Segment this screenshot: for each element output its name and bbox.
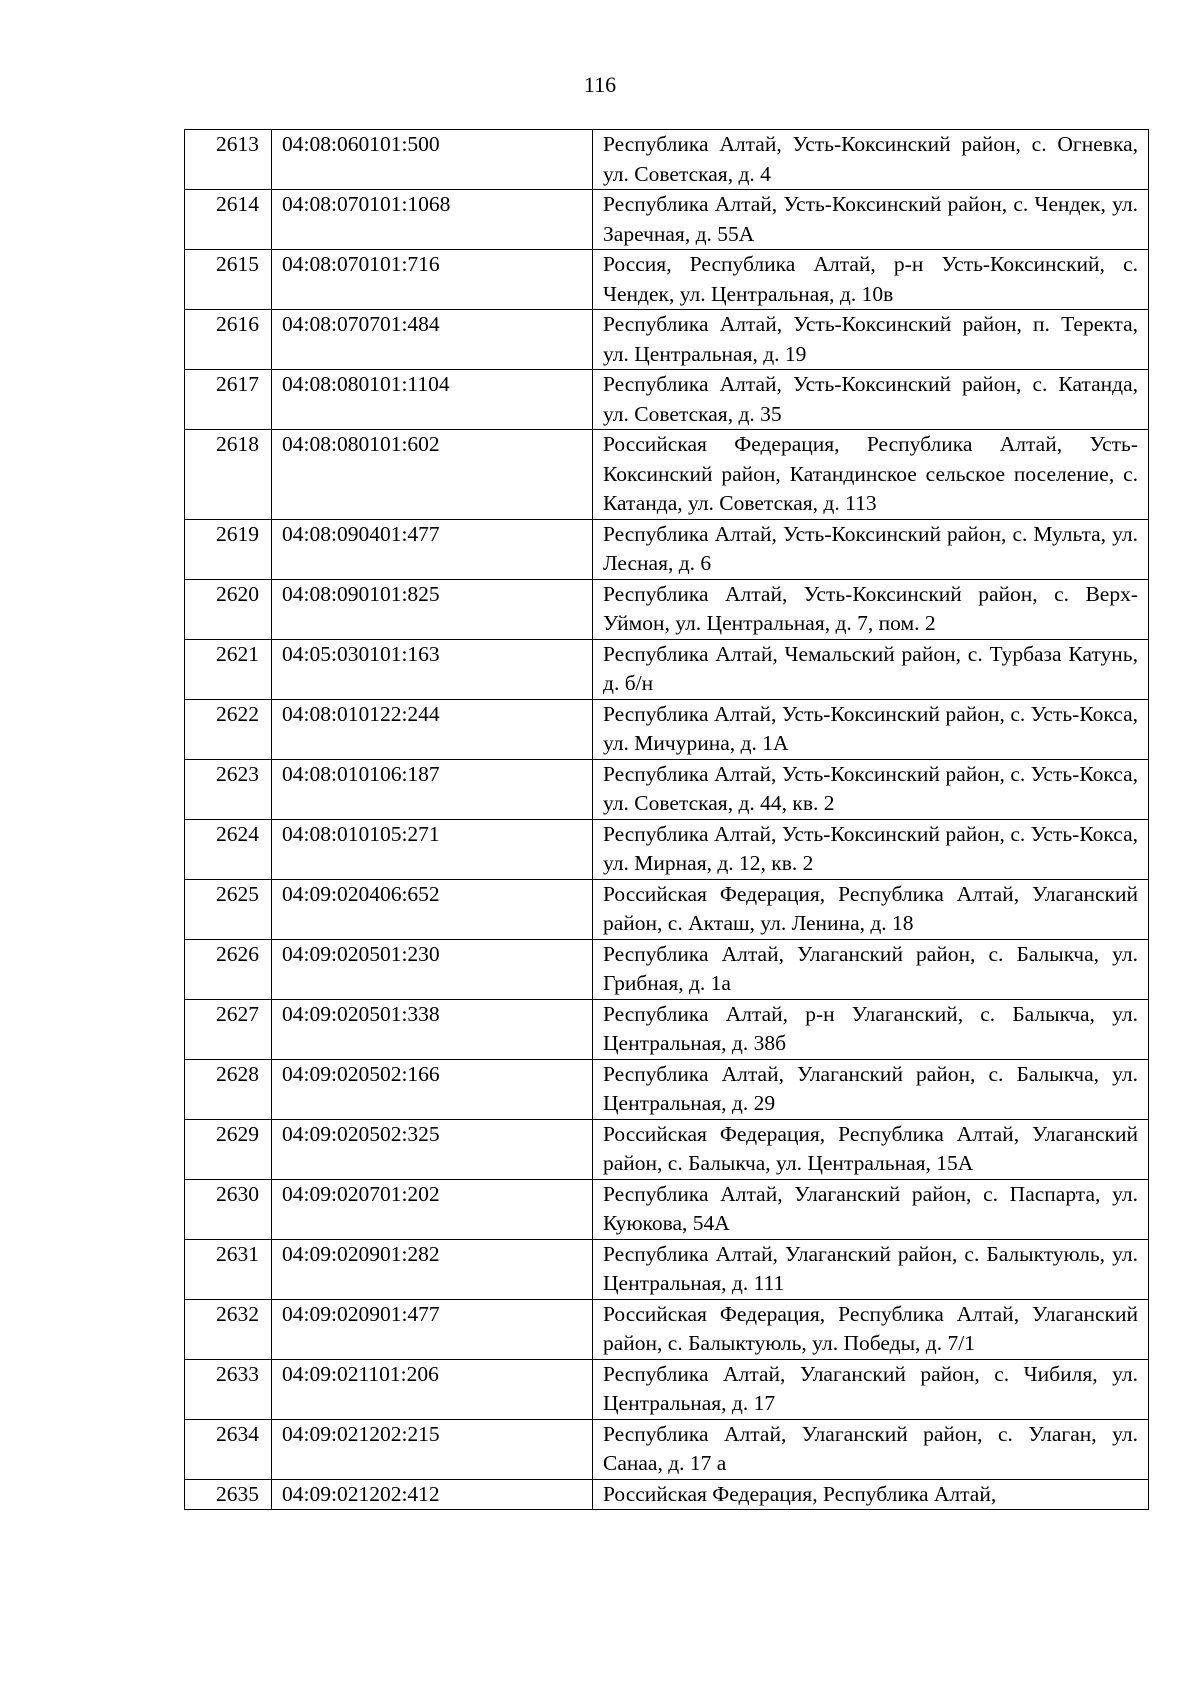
table-row <box>185 519 1149 579</box>
address: Республика Алтай, Усть-Коксинский район, с. Усть-Кокса, ул. Мирная, д. 12, кв. 2 <box>593 819 1149 879</box>
address: Республика Алтай, Улаганский район, с. Чибиля, ул. Центральная, д. 17 <box>593 1359 1149 1419</box>
row-number: 2621 <box>185 639 272 699</box>
row-number: 2630 <box>185 1179 272 1239</box>
table-row <box>185 1179 1149 1239</box>
table-row <box>185 879 1149 939</box>
table-row <box>185 370 1149 430</box>
address: Республика Алтай, р-н Улаганский, с. Балыкча, ул. Центральная, д. 38б <box>593 999 1149 1059</box>
table-body <box>185 130 1149 1510</box>
cadastral-number: 04:09:020901:477 <box>272 1299 593 1359</box>
row-number: 2619 <box>185 519 272 579</box>
address: Республика Алтай, Улаганский район, с. Балыкча, ул. Центральная, д. 29 <box>593 1059 1149 1119</box>
address: Российская Федерация, Республика Алтай, Улаганский район, с. Акташ, ул. Ленина, д. 18 <box>593 879 1149 939</box>
table-row <box>185 1359 1149 1419</box>
address: Республика Алтай, Усть-Коксинский район, с. Усть-Кокса, ул. Мичурина, д. 1А <box>593 699 1149 759</box>
row-number: 2629 <box>185 1119 272 1179</box>
cadastral-number: 04:08:080101:1104 <box>272 370 593 430</box>
table-row <box>185 190 1149 250</box>
address: Республика Алтай, Улаганский район, с. Балыктуюль, ул. Центральная, д. 111 <box>593 1239 1149 1299</box>
address: Республика Алтай, Улаганский район, с. Улаган, ул. Санаа, д. 17 а <box>593 1419 1149 1479</box>
cadastral-number: 04:08:090401:477 <box>272 519 593 579</box>
row-number: 2622 <box>185 699 272 759</box>
cadastral-number: 04:08:090101:825 <box>272 579 593 639</box>
address: Республика Алтай, Усть-Коксинский район, с. Огневка, ул. Советская, д. 4 <box>593 130 1149 190</box>
row-number: 2632 <box>185 1299 272 1359</box>
address: Республика Алтай, Улаганский район, с. Паспарта, ул. Куюкова, 54А <box>593 1179 1149 1239</box>
row-number: 2634 <box>185 1419 272 1479</box>
cadastral-number: 04:08:010105:271 <box>272 819 593 879</box>
row-number: 2624 <box>185 819 272 879</box>
table-row <box>185 999 1149 1059</box>
row-number: 2617 <box>185 370 272 430</box>
address: Российская Федерация, Республика Алтай, Улаганский район, с. Балыкча, ул. Центральная, 15А <box>593 1119 1149 1179</box>
address: Республика Алтай, Усть-Коксинский район, п. Теректа, ул. Центральная, д. 19 <box>593 310 1149 370</box>
table-row <box>185 130 1149 190</box>
address: Республика Алтай, Усть-Коксинский район, с. Мульта, ул. Лесная, д. 6 <box>593 519 1149 579</box>
address: Республика Алтай, Усть-Коксинский район, с. Чендек, ул. Заречная, д. 55А <box>593 190 1149 250</box>
cadastral-number: 04:09:020502:166 <box>272 1059 593 1119</box>
address: Российская Федерация, Республика Алтай, Усть-Коксинский район, Катандинское сельское поселение, с. Катанда, ул. Советская, д. 113 <box>593 430 1149 520</box>
cadastral-number: 04:09:020701:202 <box>272 1179 593 1239</box>
cadastral-number: 04:08:010106:187 <box>272 759 593 819</box>
cadastral-number: 04:09:020406:652 <box>272 879 593 939</box>
cadastral-number: 04:08:010122:244 <box>272 699 593 759</box>
row-number: 2614 <box>185 190 272 250</box>
cadastral-number: 04:08:080101:602 <box>272 430 593 520</box>
table-row <box>185 1299 1149 1359</box>
row-number: 2613 <box>185 130 272 190</box>
address: Россия, Республика Алтай, р-н Усть-Коксинский, с. Чендек, ул. Центральная, д. 10в <box>593 250 1149 310</box>
cadastral-number: 04:09:020501:338 <box>272 999 593 1059</box>
cadastral-number: 04:09:020501:230 <box>272 939 593 999</box>
row-number: 2616 <box>185 310 272 370</box>
address: Республика Алтай, Усть-Коксинский район, с. Усть-Кокса, ул. Советская, д. 44, кв. 2 <box>593 759 1149 819</box>
row-number: 2620 <box>185 579 272 639</box>
table-row <box>185 639 1149 699</box>
row-number: 2633 <box>185 1359 272 1419</box>
cadastral-number: 04:09:021202:215 <box>272 1419 593 1479</box>
table-row <box>185 759 1149 819</box>
table-row <box>185 310 1149 370</box>
table-row <box>185 250 1149 310</box>
cadastral-number: 04:05:030101:163 <box>272 639 593 699</box>
table-row <box>185 430 1149 520</box>
table-row <box>185 1059 1149 1119</box>
table-row <box>185 1239 1149 1299</box>
cadastral-number: 04:09:020502:325 <box>272 1119 593 1179</box>
table-row <box>185 579 1149 639</box>
table-row <box>185 939 1149 999</box>
row-number: 2628 <box>185 1059 272 1119</box>
row-number: 2626 <box>185 939 272 999</box>
address: Российская Федерация, Республика Алтай, <box>593 1479 1149 1510</box>
cadastral-number: 04:08:070101:716 <box>272 250 593 310</box>
row-number: 2635 <box>185 1479 272 1510</box>
row-number: 2623 <box>185 759 272 819</box>
row-number: 2627 <box>185 999 272 1059</box>
address: Республика Алтай, Улаганский район, с. Балыкча, ул. Грибная, д. 1а <box>593 939 1149 999</box>
address: Республика Алтай, Чемальский район, с. Турбаза Катунь, д. б/н <box>593 639 1149 699</box>
property-table <box>184 129 1149 1510</box>
table-row <box>185 1119 1149 1179</box>
table-row <box>185 699 1149 759</box>
row-number: 2615 <box>185 250 272 310</box>
table-row <box>185 1479 1149 1510</box>
page-number: 116 <box>583 72 617 97</box>
cadastral-number: 04:09:021101:206 <box>272 1359 593 1419</box>
cadastral-number: 04:08:070101:1068 <box>272 190 593 250</box>
row-number: 2618 <box>185 430 272 520</box>
row-number: 2631 <box>185 1239 272 1299</box>
address: Республика Алтай, Усть-Коксинский район, с. Верх-Уймон, ул. Центральная, д. 7, пом. 2 <box>593 579 1149 639</box>
cadastral-number: 04:09:021202:412 <box>272 1479 593 1510</box>
cadastral-number: 04:09:020901:282 <box>272 1239 593 1299</box>
address: Российская Федерация, Республика Алтай, Улаганский район, с. Балыктуюль, ул. Победы, д. 7/1 <box>593 1299 1149 1359</box>
cadastral-number: 04:08:070701:484 <box>272 310 593 370</box>
table-row <box>185 819 1149 879</box>
cadastral-number: 04:08:060101:500 <box>272 130 593 190</box>
table-row <box>185 1419 1149 1479</box>
row-number: 2625 <box>185 879 272 939</box>
address: Республика Алтай, Усть-Коксинский район, с. Катанда, ул. Советская, д. 35 <box>593 370 1149 430</box>
